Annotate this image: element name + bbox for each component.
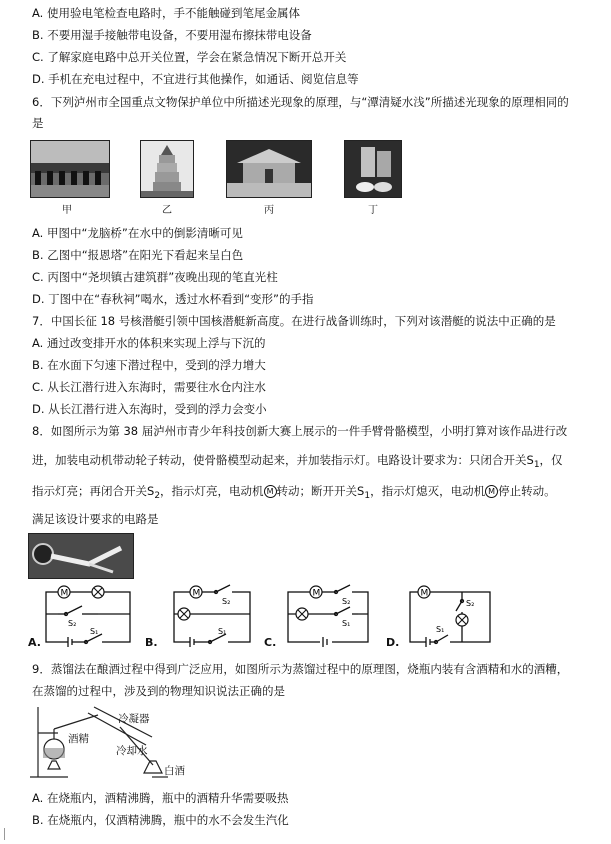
q6-option-c: C. 丙图中“尧坝镇古建筑群”夜晚出现的笔直光柱 <box>32 270 278 284</box>
circuit-a-diagram <box>38 584 138 654</box>
photo-longnao-bridge <box>30 140 110 198</box>
q7-option-d: D. 从长江潜行进入东海时，受到的浮力会变小 <box>32 402 267 416</box>
circuit-b-diagram <box>160 584 260 654</box>
photo-yaoba-buildings <box>226 140 312 198</box>
svg-text:S₂: S₂ <box>466 599 475 608</box>
label-cooling-water: 冷却水 <box>116 745 148 757</box>
caption-yi: 乙 <box>162 205 172 216</box>
svg-text:M: M <box>192 588 201 599</box>
motor-symbol-icon: M <box>485 485 498 498</box>
label-alcohol-lamp: 酒精 <box>68 733 89 745</box>
q9-stem-line2: 在蒸馏的过程中，涉及到的物理知识说法正确的是 <box>32 684 285 698</box>
caption-bing: 丙 <box>264 205 274 216</box>
circuit-c-diagram <box>280 584 380 654</box>
q6-option-a: A. 甲图中“龙脑桥”在水中的倒影清晰可见 <box>32 226 243 240</box>
svg-text:M: M <box>420 588 429 599</box>
svg-text:S₂: S₂ <box>342 597 351 606</box>
svg-text:S₂: S₂ <box>68 619 77 628</box>
q6-option-d: D. 丁图中在“春秋祠”喝水，透过水杯看到“变形”的手指 <box>32 292 314 306</box>
circuit-c-label: C. <box>264 636 277 649</box>
page-corner-mark <box>4 828 11 840</box>
photo-water-glass-hand <box>344 140 402 198</box>
svg-text:S₁: S₁ <box>436 625 445 634</box>
svg-text:S₁: S₁ <box>218 627 227 636</box>
svg-text:S₁: S₁ <box>90 627 99 636</box>
q8-stem-line2: 进，加装电动机带动轮子转动，使骨骼模型动起来，并加装指示灯。电路设计要求为：只闭合开关$S_1$，仅 <box>32 453 563 470</box>
circuit-b-label: B. <box>145 636 158 649</box>
circuit-d-label: D. <box>386 636 400 649</box>
q5-option-a: A. 使用验电笔检查电路时，手不能触碰到笔尾金属体 <box>32 6 300 20</box>
q9-stem-line1: 9．蒸馏法在酿酒过程中得到广泛应用，如图所示为蒸馏过程中的原理图，烧瓶内装有含酒精和水的酒糟， <box>32 662 569 676</box>
q8-stem-line1: 8．如图所示为第 38 届泸州市青少年科技创新大赛上展示的一件手臂骨骼模型，小明打算对该作品进行改 <box>32 424 568 438</box>
circuit-d-diagram <box>402 584 502 654</box>
motor-symbol-icon: M <box>264 485 277 498</box>
q9-option-a: A. 在烧瓶内，酒精沸腾，瓶中的酒精升华需要吸热 <box>32 791 289 805</box>
q7-option-b: B. 在水面下匀速下潜过程中，受到的浮力增大 <box>32 358 266 372</box>
q7-option-a: A. 通过改变排开水的体积来实现上浮与下沉的 <box>32 336 266 350</box>
svg-text:M: M <box>60 588 69 599</box>
caption-ding: 丁 <box>368 205 378 216</box>
label-liquor: 白酒 <box>164 765 185 777</box>
q8-stem-line4: 满足该设计要求的电路是 <box>32 512 159 526</box>
label-condenser: 冷凝器 <box>118 713 150 725</box>
q9-option-b: B. 在烧瓶内，仅酒精沸腾，瓶中的水不会发生汽化 <box>32 813 289 827</box>
q7-option-c: C. 从长江潜行进入东海时，需要往水仓内注水 <box>32 380 266 394</box>
q8-stem-line3: 指示灯亮；再闭合开关$S_2$，指示灯亮，电动机 M 转动；断开开关$S_1$，指示灯熄灭，电动机 M 停止转动。 <box>32 484 556 501</box>
q5-option-b: B. 不要用湿手接触带电设备，不要用湿布擦抹带电设备 <box>32 28 312 42</box>
circuit-a-label: A. <box>28 636 41 649</box>
q7-stem: 7．中国长征 18 号核潜艇引领中国核潜艇新高度。在进行战备训练时，下列对该潜艇的说法中正确的是 <box>32 314 556 328</box>
q6-stem-line2: 是 <box>32 116 44 130</box>
q5-option-d: D. 手机在充电过程中，不宜进行其他操作，如通话、阅览信息等 <box>32 72 359 86</box>
photo-baoen-pagoda <box>140 140 194 198</box>
svg-text:S₂: S₂ <box>222 597 231 606</box>
photo-arm-skeleton-model <box>28 533 134 579</box>
q5-option-c: C. 了解家庭电路中总开关位置，学会在紧急情况下断开总开关 <box>32 50 347 64</box>
q6-option-b: B. 乙图中“报恩塔”在阳光下看起来呈白色 <box>32 248 244 262</box>
caption-jia: 甲 <box>62 205 72 216</box>
svg-text:M: M <box>312 588 321 599</box>
svg-text:S₁: S₁ <box>342 619 351 628</box>
q6-stem-line1: 6．下列泸州市全国重点文物保护单位中所描述光现象的原理，与“潭清疑水浅”所描述光现象的原理相同的 <box>32 95 569 109</box>
